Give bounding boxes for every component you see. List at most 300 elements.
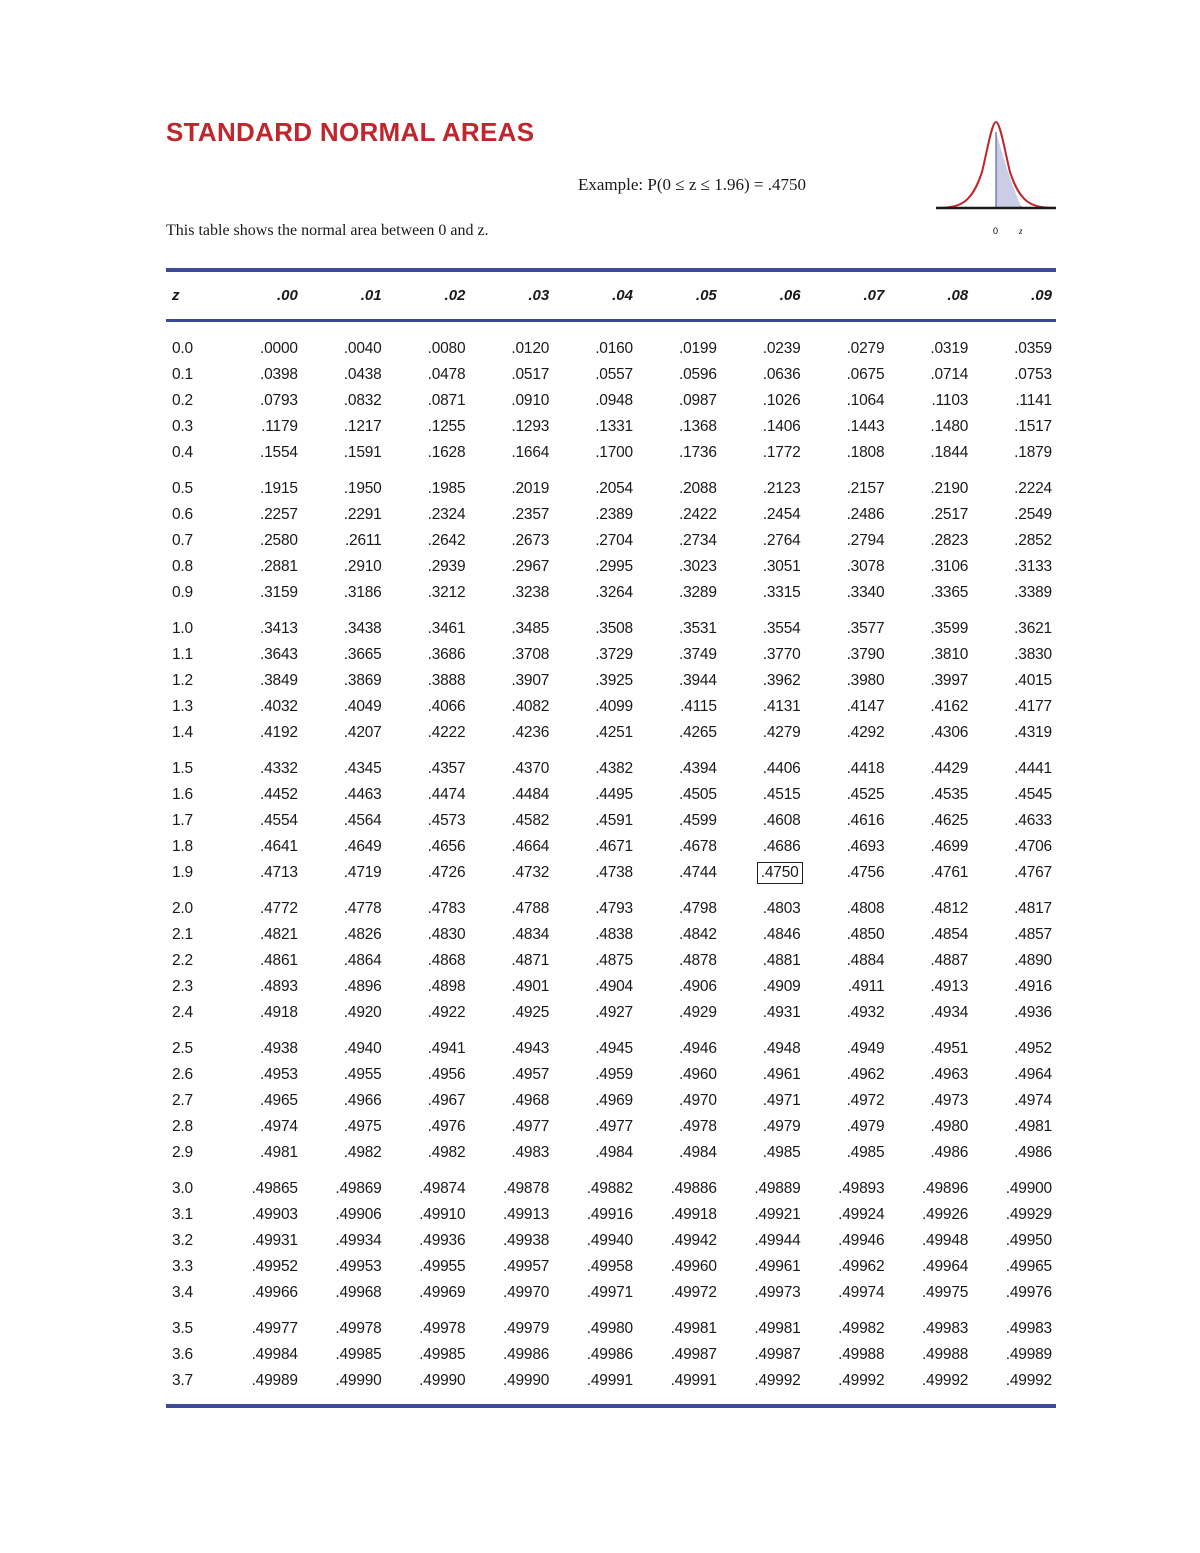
area-cell: .49973 xyxy=(754,1284,801,1301)
area-cell: .4429 xyxy=(930,760,969,777)
area-cell: .2704 xyxy=(595,532,633,549)
area-cell: .3315 xyxy=(762,584,801,601)
area-cell: .4625 xyxy=(930,812,969,829)
area-cell: .4890 xyxy=(1014,952,1052,969)
area-cell: .1915 xyxy=(260,480,298,497)
area-cell: .4406 xyxy=(762,760,801,777)
area-cell: .1217 xyxy=(343,418,382,435)
z-value-cell: 2.9 xyxy=(172,1144,193,1161)
area-cell: .4115 xyxy=(680,698,717,715)
area-cell: .4474 xyxy=(427,786,466,803)
area-cell: .3133 xyxy=(1014,558,1052,575)
area-cell: .4946 xyxy=(678,1040,717,1057)
area-cell: .49982 xyxy=(838,1320,885,1337)
table-row xyxy=(166,642,1056,668)
area-cell: .4974 xyxy=(260,1118,298,1135)
z-value-cell: 1.2 xyxy=(172,672,193,689)
area-cell: .49878 xyxy=(502,1180,550,1197)
table-row xyxy=(166,1140,1056,1166)
area-cell: .4934 xyxy=(930,1004,969,1021)
area-cell: .2157 xyxy=(846,480,885,497)
area-cell: .1026 xyxy=(762,392,801,409)
normal-table xyxy=(166,268,1056,1408)
area-cell: .4982 xyxy=(427,1144,466,1161)
area-cell: .4738 xyxy=(595,864,633,881)
row-group xyxy=(166,1036,1056,1166)
area-cell: .49910 xyxy=(419,1206,466,1223)
area-cell: .0596 xyxy=(678,366,717,383)
z-value-cell: 3.5 xyxy=(172,1320,193,1337)
area-cell: .2454 xyxy=(762,506,801,523)
z-value-cell: 1.8 xyxy=(172,838,193,855)
area-cell: .49991 xyxy=(670,1372,717,1389)
area-cell: .3508 xyxy=(595,620,633,637)
header-col: .03 xyxy=(528,287,550,304)
z-value-cell: 2.3 xyxy=(172,978,193,995)
area-cell: .4463 xyxy=(343,786,382,803)
table-row xyxy=(166,362,1056,388)
area-cell: .1064 xyxy=(846,392,885,409)
area-cell: .4812 xyxy=(930,900,969,917)
area-cell: .4945 xyxy=(595,1040,633,1057)
area-cell: .4394 xyxy=(678,760,717,777)
area-cell: .49940 xyxy=(586,1232,633,1249)
area-cell: .49974 xyxy=(838,1284,885,1301)
area-cell: .49969 xyxy=(419,1284,466,1301)
area-cell: .4982 xyxy=(343,1144,382,1161)
area-cell: .49972 xyxy=(670,1284,717,1301)
area-cell: .4970 xyxy=(678,1092,717,1109)
area-cell: .4591 xyxy=(595,812,633,829)
area-cell: .4099 xyxy=(595,698,633,715)
area-cell: .3106 xyxy=(930,558,969,575)
area-cell: .1406 xyxy=(762,418,801,435)
area-cell: .0753 xyxy=(1014,366,1052,383)
table-row xyxy=(166,388,1056,414)
area-cell: .4898 xyxy=(427,978,466,995)
area-cell: .49918 xyxy=(670,1206,717,1223)
area-cell: .4664 xyxy=(511,838,550,855)
area-cell: .4932 xyxy=(846,1004,885,1021)
area-cell: .3810 xyxy=(930,646,969,663)
area-cell: .4963 xyxy=(930,1066,969,1083)
area-cell: .4850 xyxy=(846,926,885,943)
area-cell: .1844 xyxy=(930,444,969,461)
area-cell: .0160 xyxy=(595,340,633,357)
area-cell: .4842 xyxy=(678,926,717,943)
area-cell: .49955 xyxy=(419,1258,466,1275)
area-cell: .4981 xyxy=(260,1144,298,1161)
area-cell: .0478 xyxy=(427,366,466,383)
z-value-cell: 3.1 xyxy=(172,1206,193,1223)
area-cell: .49985 xyxy=(419,1346,466,1363)
area-cell: .4961 xyxy=(762,1066,801,1083)
area-cell: .4767 xyxy=(1014,864,1052,881)
area-cell: .1808 xyxy=(846,444,885,461)
z-value-cell: 0.5 xyxy=(172,480,193,497)
area-cell: .49936 xyxy=(419,1232,466,1249)
area-cell: .4962 xyxy=(846,1066,885,1083)
area-cell: .49896 xyxy=(921,1180,969,1197)
area-cell: .2190 xyxy=(930,480,969,497)
area-cell: .4983 xyxy=(511,1144,550,1161)
area-cell: .4441 xyxy=(1014,760,1052,777)
table-row xyxy=(166,1228,1056,1254)
area-cell: .4960 xyxy=(678,1066,717,1083)
area-cell: .2389 xyxy=(595,506,633,523)
table-row xyxy=(166,974,1056,1000)
area-cell: .1368 xyxy=(678,418,717,435)
area-cell: .49987 xyxy=(754,1346,801,1363)
area-cell: .4535 xyxy=(930,786,969,803)
area-cell: .4936 xyxy=(1014,1004,1052,1021)
area-cell: .4927 xyxy=(595,1004,633,1021)
area-cell: .49946 xyxy=(838,1232,885,1249)
area-cell: .49869 xyxy=(335,1180,382,1197)
area-cell: .3485 xyxy=(511,620,550,637)
area-cell: .4953 xyxy=(260,1066,298,1083)
table-row xyxy=(166,554,1056,580)
area-cell: .3888 xyxy=(427,672,466,689)
area-cell: .4236 xyxy=(511,724,550,741)
table-bottom-rule xyxy=(166,1404,1056,1408)
area-cell: .0438 xyxy=(343,366,382,383)
area-cell: .49958 xyxy=(586,1258,633,1275)
area-cell: .4616 xyxy=(846,812,885,829)
area-cell: .49929 xyxy=(1005,1206,1052,1223)
area-cell: .3461 xyxy=(427,620,466,637)
area-cell: .4756 xyxy=(846,864,885,881)
area-cell: .1443 xyxy=(846,418,885,435)
area-cell: .4878 xyxy=(678,952,717,969)
area-cell: .2734 xyxy=(678,532,717,549)
table-row xyxy=(166,1254,1056,1280)
area-cell: .49968 xyxy=(335,1284,382,1301)
label-zero: 0 xyxy=(993,226,999,236)
area-cell: .49957 xyxy=(502,1258,550,1275)
area-cell: .4357 xyxy=(427,760,466,777)
area-cell: .49931 xyxy=(251,1232,298,1249)
area-cell: .3925 xyxy=(595,672,633,689)
area-cell: .4564 xyxy=(343,812,382,829)
area-cell: .3944 xyxy=(678,672,717,689)
area-cell: .49978 xyxy=(335,1320,382,1337)
area-cell: .3413 xyxy=(260,620,298,637)
area-cell: .4713 xyxy=(260,864,298,881)
area-cell: .4968 xyxy=(511,1092,550,1109)
z-value-cell: 2.2 xyxy=(172,952,193,969)
area-cell: .49882 xyxy=(586,1180,633,1197)
table-header-row xyxy=(166,272,1056,319)
area-cell: .1480 xyxy=(930,418,969,435)
area-cell: .2291 xyxy=(343,506,382,523)
table-row xyxy=(166,896,1056,922)
table-row xyxy=(166,720,1056,746)
area-cell: .1879 xyxy=(1014,444,1052,461)
area-cell: .49953 xyxy=(335,1258,382,1275)
area-cell: .4957 xyxy=(511,1066,550,1083)
area-cell: .3830 xyxy=(1014,646,1052,663)
area-cell: .4671 xyxy=(595,838,633,855)
table-row xyxy=(166,414,1056,440)
area-cell: .4906 xyxy=(678,978,717,995)
row-group xyxy=(166,336,1056,466)
area-cell: .4834 xyxy=(511,926,550,943)
area-cell: .4803 xyxy=(762,900,801,917)
area-cell: .4938 xyxy=(260,1040,298,1057)
area-cell: .1664 xyxy=(511,444,550,461)
area-cell: .3438 xyxy=(343,620,382,637)
area-cell: .4808 xyxy=(846,900,885,917)
z-value-cell: 3.6 xyxy=(172,1346,193,1363)
area-cell: .49950 xyxy=(1005,1232,1052,1249)
table-row xyxy=(166,694,1056,720)
area-cell: .1331 xyxy=(595,418,633,435)
area-cell: .3051 xyxy=(762,558,801,575)
area-cell: .4971 xyxy=(762,1092,801,1109)
area-cell: .4931 xyxy=(762,1004,801,1021)
area-cell: .1103 xyxy=(931,392,969,409)
z-value-cell: 1.5 xyxy=(172,760,193,777)
area-cell: .0000 xyxy=(260,340,298,357)
page-title: STANDARD NORMAL AREAS xyxy=(166,117,535,147)
area-cell: .4986 xyxy=(930,1144,969,1161)
area-cell: .4525 xyxy=(846,786,885,803)
area-cell: .4706 xyxy=(1014,838,1052,855)
table-row xyxy=(166,782,1056,808)
area-cell: .2995 xyxy=(595,558,633,575)
area-cell: .0080 xyxy=(427,340,466,357)
area-cell: .4251 xyxy=(595,724,633,741)
area-cell: .49964 xyxy=(921,1258,969,1275)
area-cell: .1517 xyxy=(1014,418,1052,435)
area-cell: .0793 xyxy=(260,392,298,409)
area-cell: .49960 xyxy=(670,1258,717,1275)
area-cell: .49921 xyxy=(754,1206,801,1223)
table-row xyxy=(166,440,1056,466)
area-cell: .49942 xyxy=(670,1232,717,1249)
area-cell: .0398 xyxy=(260,366,298,383)
table-row xyxy=(166,502,1056,528)
area-cell: .4830 xyxy=(427,926,466,943)
area-cell: .4846 xyxy=(762,926,801,943)
area-cell: .4032 xyxy=(260,698,298,715)
area-cell: .4984 xyxy=(595,1144,633,1161)
area-cell: .4913 xyxy=(930,978,969,995)
area-cell: .3078 xyxy=(846,558,885,575)
area-cell: .49903 xyxy=(251,1206,298,1223)
area-cell: .1255 xyxy=(427,418,466,435)
area-cell: .4641 xyxy=(260,838,298,855)
area-cell: .4940 xyxy=(343,1040,382,1057)
area-cell: .2054 xyxy=(595,480,633,497)
area-cell: .4726 xyxy=(427,864,466,881)
area-cell: .3790 xyxy=(846,646,885,663)
area-cell: .49886 xyxy=(670,1180,717,1197)
area-cell: .1141 xyxy=(1015,392,1052,409)
area-cell xyxy=(721,864,805,882)
area-cell: .4896 xyxy=(343,978,382,995)
area-cell: .4887 xyxy=(930,952,969,969)
area-cell: .4925 xyxy=(511,1004,550,1021)
area-cell: .3264 xyxy=(595,584,633,601)
area-cell: .4778 xyxy=(343,900,382,917)
z-value-cell: 2.8 xyxy=(172,1118,193,1135)
area-cell: .4147 xyxy=(846,698,885,715)
table-row xyxy=(166,756,1056,782)
table-row xyxy=(166,1000,1056,1026)
area-cell: .2881 xyxy=(260,558,298,575)
z-value-cell: 3.7 xyxy=(172,1372,193,1389)
z-value-cell: 0.2 xyxy=(172,392,193,409)
area-cell: .4049 xyxy=(343,698,382,715)
area-cell: .4854 xyxy=(930,926,969,943)
area-cell: .2486 xyxy=(846,506,885,523)
area-cell: .49926 xyxy=(921,1206,969,1223)
area-cell: .1950 xyxy=(343,480,382,497)
area-cell: .0120 xyxy=(511,340,550,357)
table-description: This table shows the normal area between 0 and z. xyxy=(166,222,489,239)
area-cell: .3980 xyxy=(846,672,885,689)
area-cell: .3729 xyxy=(595,646,633,663)
area-cell: .0948 xyxy=(595,392,633,409)
area-cell: .0319 xyxy=(930,340,969,357)
table-row xyxy=(166,1316,1056,1342)
area-cell: .4955 xyxy=(343,1066,382,1083)
area-cell: .49944 xyxy=(754,1232,801,1249)
area-cell: .4633 xyxy=(1014,812,1052,829)
area-cell: .4974 xyxy=(1014,1092,1052,1109)
area-cell: .4949 xyxy=(846,1040,885,1057)
area-cell: .4943 xyxy=(511,1040,550,1057)
area-cell: .4977 xyxy=(511,1118,550,1135)
area-cell: .4207 xyxy=(343,724,382,741)
table-row xyxy=(166,668,1056,694)
area-cell: .4985 xyxy=(846,1144,885,1161)
area-cell: .4222 xyxy=(427,724,466,741)
area-cell: .0714 xyxy=(930,366,969,383)
area-cell: .4966 xyxy=(343,1092,382,1109)
area-cell: .2257 xyxy=(260,506,298,523)
area-cell: .1554 xyxy=(260,444,298,461)
area-cell: .4871 xyxy=(511,952,550,969)
area-cell: .0636 xyxy=(762,366,801,383)
area-cell: .0239 xyxy=(762,340,801,357)
area-cell: .4162 xyxy=(930,698,969,715)
area-cell: .49986 xyxy=(502,1346,550,1363)
row-group xyxy=(166,756,1056,886)
area-cell: .4911 xyxy=(847,978,885,995)
table-row xyxy=(166,1062,1056,1088)
area-cell: .49983 xyxy=(921,1320,969,1337)
area-cell: .4345 xyxy=(343,760,382,777)
area-cell: .4783 xyxy=(427,900,466,917)
area-cell: .49961 xyxy=(754,1258,801,1275)
area-cell: .4319 xyxy=(1014,724,1052,741)
area-cell: .49990 xyxy=(419,1372,466,1389)
area-cell: .4864 xyxy=(343,952,382,969)
area-cell: .3749 xyxy=(678,646,717,663)
area-cell: .49986 xyxy=(586,1346,633,1363)
area-cell: .3186 xyxy=(343,584,382,601)
area-cell: .4418 xyxy=(846,760,885,777)
area-cell: .4975 xyxy=(343,1118,382,1135)
area-cell: .49874 xyxy=(419,1180,466,1197)
header-col: .07 xyxy=(863,287,885,304)
area-cell: .49970 xyxy=(502,1284,550,1301)
area-cell: .49971 xyxy=(586,1284,633,1301)
area-cell: .49924 xyxy=(838,1206,885,1223)
area-cell: .49975 xyxy=(921,1284,969,1301)
area-cell: .49948 xyxy=(921,1232,969,1249)
z-value-cell: 0.8 xyxy=(172,558,193,575)
area-cell: .4793 xyxy=(595,900,633,917)
area-cell: .4177 xyxy=(1014,698,1052,715)
area-cell: .49980 xyxy=(586,1320,633,1337)
area-cell: .0871 xyxy=(427,392,466,409)
area-cell: .4452 xyxy=(260,786,298,803)
area-cell: .4986 xyxy=(1014,1144,1052,1161)
area-cell: .1293 xyxy=(511,418,550,435)
area-cell: .4967 xyxy=(427,1092,466,1109)
area-cell: .4959 xyxy=(595,1066,633,1083)
area-cell: .4265 xyxy=(678,724,717,741)
area-cell: .3770 xyxy=(762,646,801,663)
area-cell: .4920 xyxy=(343,1004,382,1021)
area-cell: .4922 xyxy=(427,1004,466,1021)
area-cell: .4838 xyxy=(595,926,633,943)
area-cell: .4956 xyxy=(427,1066,466,1083)
area-cell: .4505 xyxy=(678,786,717,803)
example-text: Example: P(0 ≤ z ≤ 1.96) = .4750 xyxy=(578,175,806,194)
area-cell: .2019 xyxy=(511,480,550,497)
z-value-cell: 2.1 xyxy=(172,926,193,943)
area-cell: .3389 xyxy=(1014,584,1052,601)
area-cell: .2549 xyxy=(1014,506,1052,523)
area-cell: .0987 xyxy=(678,392,717,409)
area-cell: .49966 xyxy=(251,1284,298,1301)
header-z: z xyxy=(172,287,180,304)
area-cell: .1985 xyxy=(427,480,466,497)
area-cell: .1628 xyxy=(427,444,466,461)
area-cell: .4582 xyxy=(511,812,550,829)
table-row xyxy=(166,528,1056,554)
area-cell: .4976 xyxy=(427,1118,466,1135)
area-cell: .4656 xyxy=(427,838,466,855)
area-cell: .49988 xyxy=(838,1346,885,1363)
area-cell: .0557 xyxy=(595,366,633,383)
area-cell: .4884 xyxy=(846,952,885,969)
area-cell: .3869 xyxy=(343,672,382,689)
area-cell: .3577 xyxy=(846,620,885,637)
area-cell: .49981 xyxy=(670,1320,717,1337)
area-cell: .3023 xyxy=(678,558,717,575)
row-group xyxy=(166,1316,1056,1394)
area-cell: .4554 xyxy=(260,812,298,829)
area-cell: .49992 xyxy=(838,1372,885,1389)
area-cell: .3238 xyxy=(511,584,550,601)
header-col: .08 xyxy=(947,287,969,304)
z-value-cell: 1.1 xyxy=(172,646,193,663)
area-cell: .4981 xyxy=(1014,1118,1052,1135)
area-cell: .0040 xyxy=(343,340,382,357)
area-cell: .4817 xyxy=(1014,900,1052,917)
area-cell: .2088 xyxy=(678,480,717,497)
area-cell: .2823 xyxy=(930,532,969,549)
area-cell: .49990 xyxy=(502,1372,550,1389)
area-cell: .49978 xyxy=(419,1320,466,1337)
z-value-cell: 0.0 xyxy=(172,340,193,357)
